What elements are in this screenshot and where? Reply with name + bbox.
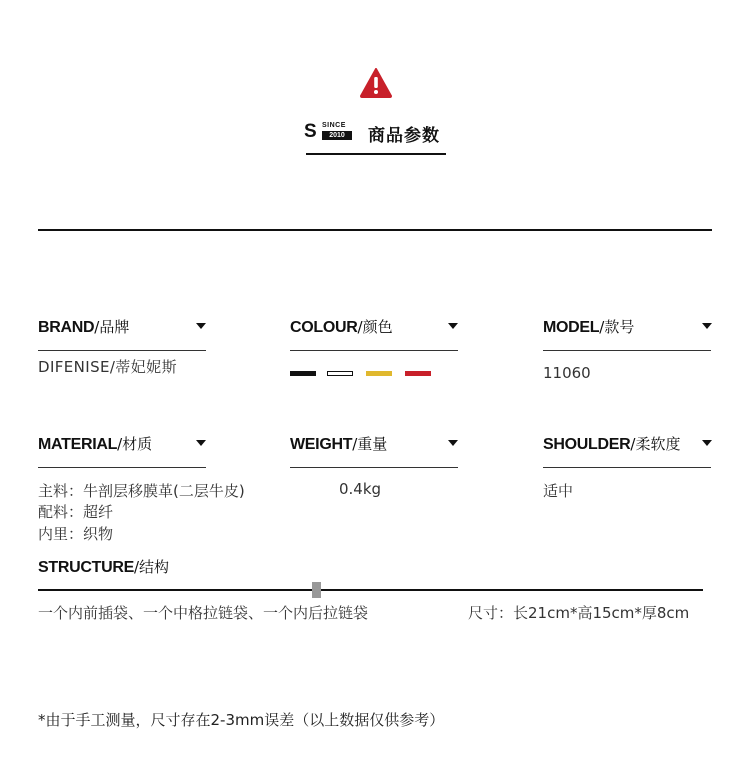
structure-label xyxy=(38,556,169,577)
material-label-en: MATERIAL xyxy=(38,436,118,453)
page-title: 商品参数 xyxy=(368,126,440,146)
weight-rule xyxy=(290,467,458,468)
weight-value: 0.4kg xyxy=(339,480,382,498)
structure-label-en: STRUCTURE xyxy=(38,559,134,576)
weight-label-cn: /重量 xyxy=(352,435,388,453)
brand-label-en: BRAND xyxy=(38,319,95,336)
model-label-en: MODEL xyxy=(543,319,600,336)
colour-label-cn: /颜色 xyxy=(357,318,393,336)
structure-size: 尺寸：长21cm*高15cm*厚8cm xyxy=(468,604,690,622)
model-label xyxy=(543,316,634,337)
material-rule xyxy=(38,467,206,468)
weight-label xyxy=(290,433,387,454)
brand-label xyxy=(38,316,129,337)
shoulder-label xyxy=(543,433,680,454)
structure-pockets: 一个内前插袋、一个中格拉链袋、一个内后拉链袋 xyxy=(38,604,369,622)
material-dropdown-icon[interactable] xyxy=(196,440,206,446)
brand-value: DIFENISE/蒂妃妮斯 xyxy=(38,358,177,376)
section-divider xyxy=(38,229,712,231)
swatch-yellow[interactable] xyxy=(366,371,392,376)
shoulder-rule xyxy=(543,467,711,468)
footnote: *由于手工测量，尺寸存在2-3mm误差（以上数据仅供参考） xyxy=(38,711,445,729)
brand-rule xyxy=(38,350,206,351)
structure-label-cn: /结构 xyxy=(133,558,170,576)
weight-dropdown-icon[interactable] xyxy=(448,440,458,446)
material-line-main: 主料：牛剖层移膜革(二层牛皮) xyxy=(38,482,245,500)
model-label-cn: /款号 xyxy=(599,318,635,336)
brand-label-cn: /品牌 xyxy=(94,318,130,336)
colour-rule xyxy=(290,350,458,351)
model-dropdown-icon[interactable] xyxy=(702,323,712,329)
colour-label xyxy=(290,316,393,337)
structure-slider-track[interactable] xyxy=(38,589,703,591)
swatch-black[interactable] xyxy=(290,371,316,376)
brand-dropdown-icon[interactable] xyxy=(196,323,206,329)
swatch-white[interactable] xyxy=(327,371,353,376)
logo-letter: S xyxy=(304,121,317,142)
logo-since: SINCE xyxy=(322,122,346,129)
swatch-red[interactable] xyxy=(405,371,431,376)
material-label xyxy=(38,433,152,454)
shoulder-value: 适中 xyxy=(543,482,574,500)
colour-dropdown-icon[interactable] xyxy=(448,323,458,329)
shoulder-label-cn: /柔软度 xyxy=(630,435,681,453)
model-value: 11060 xyxy=(543,364,591,382)
shoulder-label-en: SHOULDER xyxy=(543,436,631,453)
logo-year: 2010 xyxy=(322,131,352,140)
shoulder-dropdown-icon[interactable] xyxy=(702,440,712,446)
warning-icon xyxy=(360,68,392,98)
colour-label-en: COLOUR xyxy=(290,319,358,336)
material-line-accessory: 配料：超纤 xyxy=(38,503,114,521)
material-line-lining: 内里：织物 xyxy=(38,525,114,543)
weight-label-en: WEIGHT xyxy=(290,436,353,453)
model-rule xyxy=(543,350,711,351)
material-label-cn: /材质 xyxy=(117,435,153,453)
structure-slider-handle[interactable] xyxy=(312,582,321,598)
title-underline xyxy=(306,153,446,155)
